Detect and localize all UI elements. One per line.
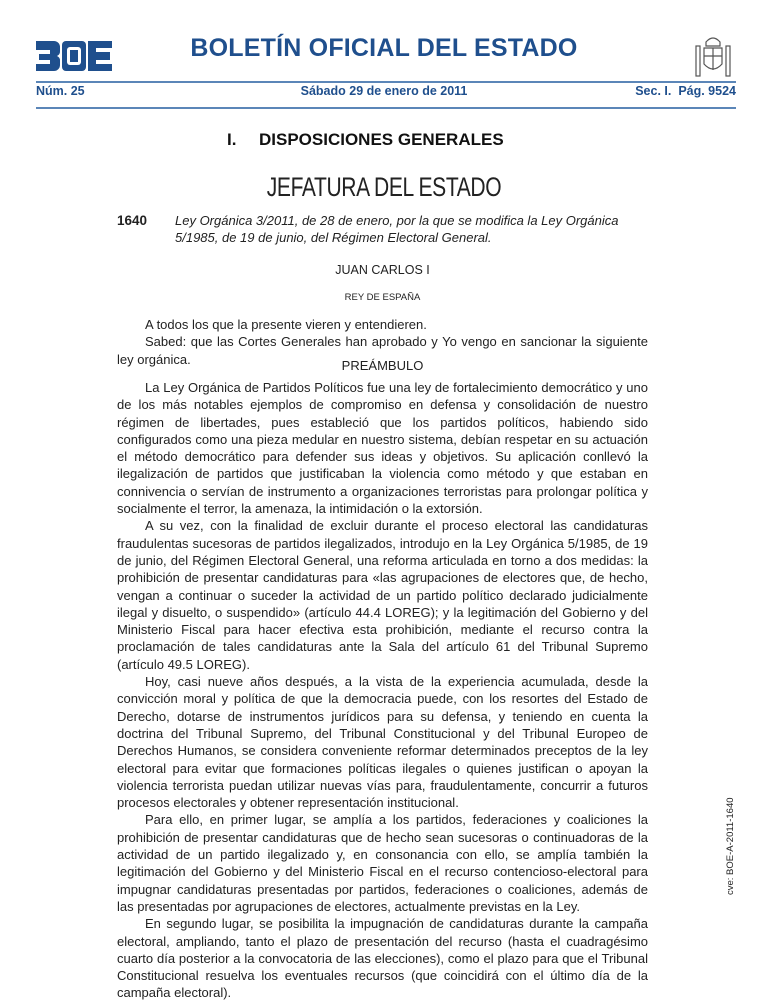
- paragraph: En segundo lugar, se posibilita la impugnación de candidaturas durante la campaña electoral, ampliando, tanto el plazo de presentación del recurso (hasta el cuadragésimo cuarto día posterior a la convocatoria de las elecciones), como el plazo para que el Tribunal Constitucional resuelva los eventuales recursos (que coincidirá con el último día de la campaña electoral).: [117, 916, 648, 1001]
- king-title: REY DE ESPAÑA: [344, 292, 421, 303]
- preamble-heading: PREÁMBULO: [341, 358, 424, 373]
- section-number: I.: [227, 130, 237, 149]
- header-rule-top: [36, 81, 736, 83]
- section-reference: Sec. I.: [635, 84, 672, 98]
- paragraph: La Ley Orgánica de Partidos Políticos fue una ley de fortalecimiento democrático y uno de los más notables ejemplos de compromiso en defensa y consolidación de nuestro régimen de libertades, pues estableció que los partidos políticos, habiendo sido configurados como una pieza medular en nuestro sistema, debían respetar en su actuación el método democrático para defender sus ideas y objetivos. Su aplicación conllevó la ilegalización de partidos que justificaban la violencia como método y que estaban en connivencia o servían de instrumento a organizaciones terroristas para prolongar política y socialmente el terror, la amenaza, la intimidación o la extorsión.: [117, 380, 648, 517]
- issue-date: Sábado 29 de enero de 2011: [300, 84, 468, 98]
- intro-line: Sabed: que las Cortes Generales han aprobado y Yo vengo en sancionar la siguiente ley orgánica.: [117, 334, 648, 367]
- paragraph: Para ello, en primer lugar, se amplía a los partidos, federaciones y coaliciones la prohibición de presentar candidaturas que de hecho sean sucesoras o continuadoras de la actividad de un partido ilegalizado y, en consonancia con ello, se amplía también la legitimación del Gobierno y del Ministerio Fiscal en el recurso contencioso-electoral para impugnar candidaturas presentadas por partidos, federaciones o coaliciones, además de las presentadas por agrupaciones de electores, actualmente previstas en la Ley.: [117, 812, 648, 914]
- masthead-title: BOLETÍN OFICIAL DEL ESTADO: [190, 34, 578, 62]
- department-heading: JEFATURA DEL ESTADO: [266, 172, 502, 202]
- header-rule-bottom: [36, 107, 736, 109]
- paragraph: A su vez, con la finalidad de excluir durante el proceso electoral las candidaturas fraudulentas sucesoras de partidos ilegalizados, introdujo en la Ley Orgánica 5/1985, de 19 de junio, del Régimen Electoral General, una reforma articulada en torno a dos medidas: la prohibición de presentar candidaturas para «las agrupaciones de electores que, de hecho, vengan a continuar o suceder la actividad de un partido político declarado judicialmente ilegal y disuelto, o suspendido» (artículo 44.4 LOREG); y la legitimación del Gobierno y del Ministerio Fiscal para hacer efectiva esta prohibición, mediante el recurso contra la proclamación de tales candidaturas ante la Sala del artículo 61 del Tribunal Supremo (artículo 49.5 LOREG).: [117, 518, 648, 672]
- king-name: JUAN CARLOS I: [335, 263, 430, 277]
- document-title: Ley Orgánica 3/2011, de 28 de enero, por la que se modifica la Ley Orgánica 5/1985, de 19 de junio, del Régimen Electoral General.: [175, 213, 619, 245]
- cve-identifier: cve: BOE-A-2011-1640: [725, 797, 736, 895]
- document-number: 1640: [117, 213, 148, 228]
- preamble-body: [117, 379, 648, 1002]
- page-reference: [635, 84, 736, 98]
- issue-number: Núm. 25: [36, 84, 85, 98]
- intro-line: A todos los que la presente vieren y entendieren.: [145, 317, 427, 332]
- section-title: DISPOSICIONES GENERALES: [259, 130, 504, 149]
- coat-of-arms-icon: [692, 34, 734, 80]
- section-heading: [227, 130, 504, 150]
- paragraph: Hoy, casi nueve años después, a la vista de la experiencia acumulada, desde la convicción moral y política de que la democracia puede, con los resortes del Estado de Derecho, dotarse de instrumentos jurídicos para su defensa, y teniendo en cuenta la doctrina del Tribunal Supremo, del Tribunal Constitucional y del Tribunal Europeo de Derechos Humanos, se considera conveniente reformar determinados preceptos de la ley electoral para evitar que formaciones políticas ilegales o quienes justifican o apoyan la violencia terrorista puedan utilizar nuevas vías para, fraudulentamente, concurrir a futuros procesos electorales y obtener representación institucional.: [117, 674, 648, 811]
- page-number: Pág. 9524: [678, 84, 736, 98]
